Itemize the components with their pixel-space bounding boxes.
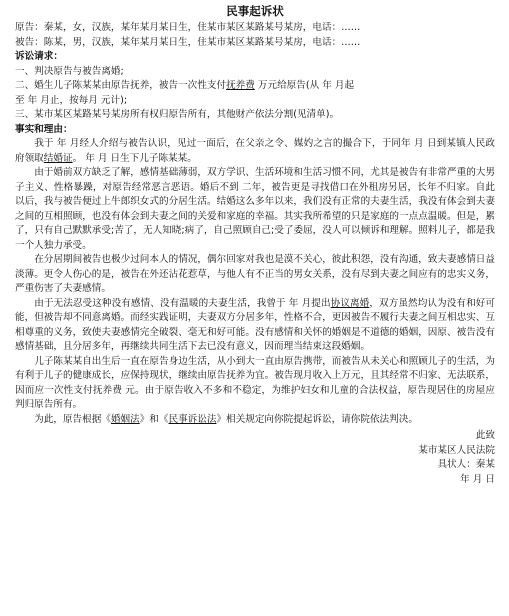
plaintiff-line: 原告：秦某，女，汉族，某年某月某日生，住某市某区某路某号某房，电话：…… — [15, 22, 361, 33]
claims-heading: 诉讼请求： — [15, 51, 63, 62]
agreement-divorce-term: 协议离婚 — [330, 297, 370, 309]
document-title: 民事起诉状 — [226, 4, 284, 18]
marriage-law-link: 婚姻法 — [110, 413, 140, 425]
facts-paragraph-6: 为此，原告根据《婚姻法》和《民事诉讼法》相关规定向你院提起诉讼，请你院依法判决。 — [34, 413, 418, 425]
facts-paragraph-4: 由于无法忍受这种没有感情、没有温暖的夫妻生活，我曾于 年 月提出协议离婚，双方虽然均认为没有和好可能，但被告却不同意离婚。而经实践证明，夫妻双方分居多年，性格不合，更因被告不履行夫妻之间互相忠实、互相尊重的义务，致使夫妻感情完全破裂、毫无和好可能。没有感情和关怀的婚姻是不道德的婚姻，因原、被告没有感情基础，且分居多年，再继续共同生活下去已没有意义，因而理当结束这段婚姻。 — [15, 297, 496, 352]
facts-paragraph-5: 儿子陈某某自出生后一直在原告身边生活，从小到大一直由原告携带，而被告从未关心和照顾儿子的生活，为有利于儿子的健康成长，应保持现状，继续由原告抚养为宜。被告现月收入上万元，且其经常不归家、无法联系，因而应一次性支付抚养费 元。由于原告收入不多和不稳定，为维护妇女和儿童的合法权益，原告现居住的房屋应判归原告所有。 — [15, 355, 495, 410]
closing-salutation: 此致 — [475, 430, 495, 441]
signing-date: 年 月 日 — [460, 473, 495, 485]
signer: 具状人：秦某 — [437, 459, 495, 470]
complaint-document — [15, 4, 495, 487]
court-name: 某市某区人民法院 — [418, 444, 495, 456]
marriage-certificate-term: 结婚证 — [43, 152, 73, 164]
facts-paragraph-1: 我于 年 月经人介绍与被告认识，见过一面后，在父亲之令、媒妁之言的撮合下，于同年 月 日到某镇人民政府领取结婚证。 年 月 日生下儿子陈某某。 — [15, 138, 495, 164]
facts-paragraph-3: 在分居期间被告也极少过问本人的情况，偶尔回家对我也是漠不关心，彼此积怨，没有沟通，致夫妻感情日益淡薄。更令人伤心的是，被告在外还沾花惹草，与他人有不正当的男女关系，没有尽到夫妻之间应有的忠实义务，严重伤害了夫妻感情。 — [15, 254, 495, 294]
claim-1: 一、判决原告与被告离婚; — [15, 65, 124, 77]
facts-heading: 事实和理由： — [15, 123, 73, 135]
support-fee-term: 抚养费 — [226, 80, 255, 91]
facts-paragraph-2: 由于婚前双方缺乏了解，感情基础薄弱，双方学识、生活环境和生活习惯不同，尤其是被告有非常严重的大男子主义、性格暴躁，对原告经常恶言恶语。婚后不到 二年，被告更是寻找借口在外租房另居，长年不归家。自此以后，我与被告便过上牛郎织女式的分居生活。结婚这么多年以来，我们没有正常的夫妻生活，我没有体会到夫妻之间的互相照顾，也没有体会到夫妻之间的关爱和家庭的幸福。其实我所希望的只是家庭的一点点温暖。但是，累了，只有自己默默承受;苦了，无人知晓;病了，自己照顾自己;受了委屈，没人可以倾诉和理解。照料儿子，都是我一个人独力承受。 — [15, 167, 495, 251]
claim-2: 二、婚生儿子陈某某由原告抚养，被告一次性支付抚养费 万元给原告(从 年 月起 至 年 月止，按每月 元计); — [15, 80, 355, 106]
claim-3: 三、某市某区某路某号某房所有权归原告所有，其他财产依法分割(见清单)。 — [15, 109, 340, 120]
defendant-line: 被告：陈某，男，汉族，某年某月某日生，住某市某区某路某号某房，电话：…… — [15, 36, 361, 48]
civil-procedure-law-link: 民事诉讼法 — [168, 413, 217, 425]
